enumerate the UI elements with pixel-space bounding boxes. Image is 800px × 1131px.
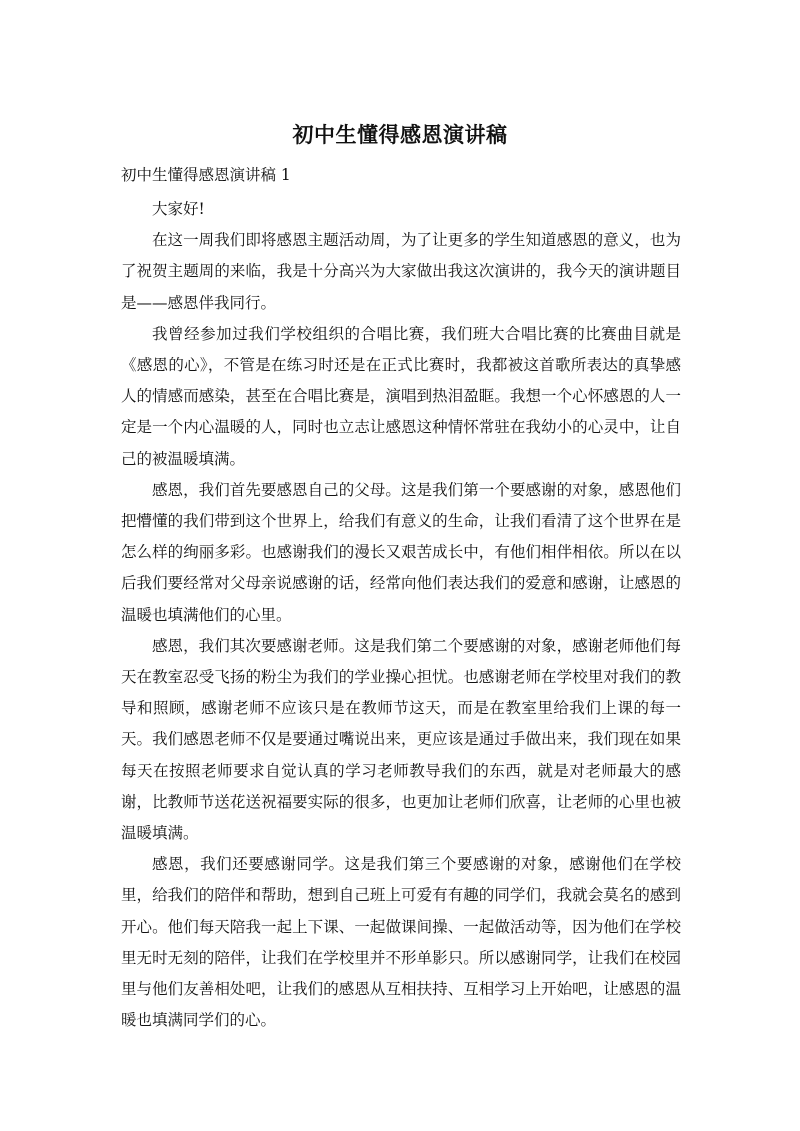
paragraph-greeting: 大家好!: [152, 200, 205, 218]
paragraph-choir: 我曾经参加过我们学校组织的合唱比赛，我们班大合唱比赛的比赛曲目就是《感恩的心》，不管是在练习时还是在正式比赛时，我都被这首歌所表达的真挚感人的情感而感染，甚至在合唱比赛是，演唱到热泪盈眶。我想一个心怀感恩的人一定是一个内心温暖的人，同时也立志让感恩这种情怀常驻在我幼小的心灵中，让自己的被温暖填满。: [121, 324, 681, 468]
document-subtitle: 初中生懂得感恩演讲稿 1: [121, 166, 291, 184]
paragraph-classmates: 感恩，我们还要感谢同学。这是我们第三个要感谢的对象，感谢他们在学校里，给我们的陪伴和帮助，想到自己班上可爱有有趣的同学们，我就会莫名的感到开心。他们每天陪我一起上下课、一起做课间操、一起做活动等，因为他们在学校里无时无刻的陪伴，让我们在学校里并不形单影只。所以感谢同学，让我们在校园里与他们友善相处吧，让我们的感恩从互相扶持、互相学习上开始吧，让感恩的温暖也填满同学们的心。: [121, 855, 681, 1030]
document-title: 初中生懂得感恩演讲稿: [292, 123, 508, 147]
paragraph-teachers: 感恩，我们其次要感谢老师。这是我们第二个要感谢的对象，感谢老师他们每天在教室忍受飞扬的粉尘为我们的学业操心担忧。也感谢老师在学校里对我们的教导和照顾，感谢老师不应该只是在教师节这天，而是在教室里给我们上课的每一天。我们感恩老师不仅是要通过嘴说出来，更应该是通过手做出来，我们现在如果每天在按照老师要求自觉认真的学习老师教导我们的东西，就是对老师最大的感谢，比教师节送花送祝福要实际的很多，也更加让老师们欣喜，让老师的心里也被温暖填满。: [121, 636, 681, 843]
paragraph-parents: 感恩，我们首先要感恩自己的父母。这是我们第一个要感谢的对象，感恩他们把懵懂的我们带到这个世界上，给我们有意义的生命，让我们看清了这个世界在是怎么样的绚丽多彩。也感谢我们的漫长又艰苦成长中，有他们相伴相依。所以在以后我们要经常对父母亲说感谢的话，经常向他们表达我们的爱意和感谢，让感恩的温暖也填满他们的心里。: [121, 480, 681, 624]
document-body: [121, 194, 681, 1036]
paragraph-intro: 在这一周我们即将感恩主题活动周，为了让更多的学生知道感恩的意义，也为了祝贺主题周的来临，我是十分高兴为大家做出我这次演讲的，我今天的演讲题目是——感恩伴我同行。: [121, 231, 681, 312]
